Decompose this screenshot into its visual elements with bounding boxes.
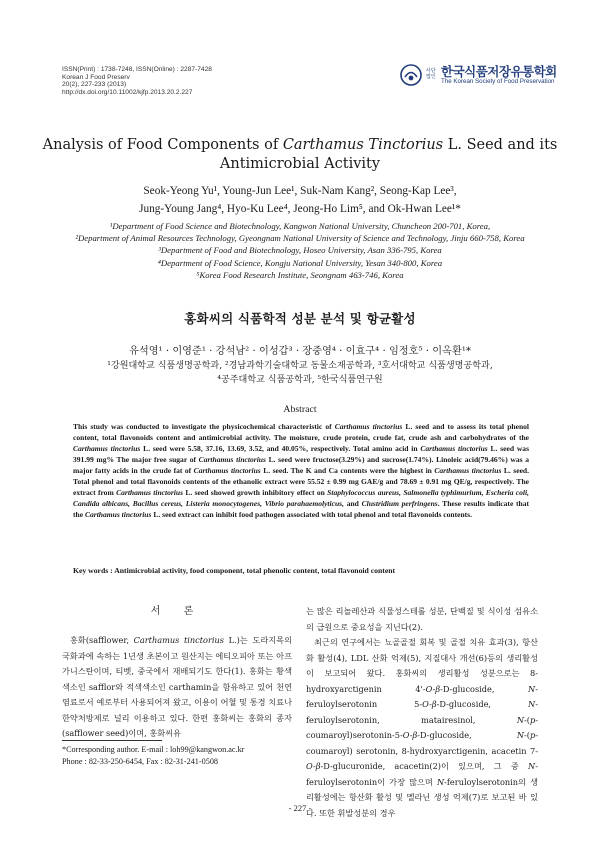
footnote-divider [62, 740, 162, 741]
corresponding-phone: Phone : 82-33-250-6454, Fax : 82-31-241-0508 [62, 756, 219, 766]
korean-title: 홍화씨의 식품학적 성분 분석 및 항균활성 [184, 311, 416, 326]
section-heading-introduction: 서 론 [150, 606, 204, 617]
title-species: Carthamus Tinctorius [282, 137, 444, 153]
korean-affiliation-list: ¹강원대학교 식품생명공학과, ²경남과학기술대학교 동물소재공학과, ³호서대학교 식품생명공학과, ⁴공주대학교 식품공학과, ⁵한국식품연구원 [107, 361, 493, 385]
society-name-korean: 한국식품저장유통학회 [441, 63, 557, 79]
affiliation: ¹Department of Food Science and Biotechnology, Kangwon National University, Chuncheon 200-701, Korea, [109, 221, 491, 231]
society-subtitle: 사단법인 [426, 68, 436, 80]
volume-info: 20(2), 227-233 (2013) [62, 81, 127, 89]
keywords-label: Key words [73, 566, 109, 575]
keywords [73, 566, 529, 575]
corresponding-email[interactable]: *Corresponding author. E-mail : loh99@kangwon.ac.kr [62, 745, 245, 754]
affiliation: ⁵Korea Food Research Institute, Seongnam 463-746, Korea [196, 269, 404, 280]
abstract-body: This study was conducted to investigate the physicochemical characteristic of Carthamus tinctorius L. seed and to assess its total phenol content, total flavonoids content and antimicrobial activity. The moisture, crude protein, crude fat, crude ash and carbohydrates of the Carthamus tinctorius L. seed were 5.58, 37.16, 13.69, 3.52, and 40.05%, respectively. Total amino acid in Carthamus tinctorius L. seed was 391.99 mg% The major free sugar of Carthamus tinctorius L. seed were fructose(3.29%) and sucrose(1.74%). Linoleic acid(79.46%) was a major fatty acids in the crude fat of Carthamus tinctorius L. seed. The K and Ca contents were the highest in Carthamus tinctorius L. seed. Total phenol and total flavonoids contents of the ethanolic extract were 55.52 ± 0.99 mg GAE/g and 78.69 ± 0.91 mg QE/g, respectively. The extract from Carthamus tinctorius L. seed showed growth inhibitory effect on Staphylococcus aureus, Salmonella typhimurium, Escheria coli, Candida albicans, Bacillus cereus, Listeria monocytogenes, Vibrio parahaemolyticus, and Clustridium perfringens. These results indicate that the Carthamus tinctorius L. seed extract can inhibit food pathogen associated with total phenol and total flavonoids contents. [73, 422, 530, 519]
society-name-english: The Korean Society of Food Preservation [441, 77, 555, 85]
affiliation-list [30, 220, 570, 281]
society-emblem-icon [400, 64, 422, 86]
affiliation: ³Department of Food and Biotechnology, Hoseo University, Asan 336-795, Korea [158, 245, 442, 256]
journal-header [62, 66, 212, 96]
abstract-heading: Abstract [283, 404, 317, 415]
corresponding-author-footnote [62, 744, 292, 767]
body-column-left: 홍화(safflower, Carthamus tinctorius L.)는 도라지목의 국화과에 속하는 1년생 초본이고 원산지는 에티오피아 또는 아프가니스탄이며, 티벳, 중국에서 재배되기도 한다(1). 홍화는 황색색소인 safflor와 적색색소인 carthamin을 함유하고 있어 천연 염료로서 예로부터 사용되어져 왔고, 이용이 어혈 및 통경 치료나 한약처방제로 널리 이용하고 있다. 한편 홍화씨는 홍화의 종자(safflower seed)이며, 홍화씨유 [62, 635, 292, 738]
issn-line: ISSN(Print) : 1738-7248, ISSN(Online) : 2287-7428 [62, 66, 212, 73]
page-number: - 227 - [288, 803, 312, 813]
society-logo [400, 64, 557, 86]
affiliation: ⁴Department of Food Science, Kongju National University, Yesan 340-800, Korea [157, 257, 443, 268]
korean-author-list: 유석영¹ · 이영준¹ · 강석남² · 이성갑³ · 장중영⁴ · 이효구⁴ · 임정호⁵ · 이옥환¹* [129, 346, 471, 357]
author-list: Seok-Yeong Yu¹, Young-Jun Lee¹, Suk-Nam Kang², Seong-Kap Lee³, Jung-Young Jang⁴, Hyo-Ku Lee⁴, Jeong-Ho Lim⁵, and Ok-Hwan Lee¹* [139, 185, 461, 215]
doi-link[interactable]: http://dx.doi.org/10.11002/kjfp.2013.20.2.227 [62, 88, 193, 96]
body-column-right: 는 많은 리놀레산과 식물성스테롤 성분, 단백질 및 식이성 섬유소의 급원으로 중요성을 지닌다(2). 최근의 연구에서는 뇨골골절 회복 및 골절 치유 효과(3), 항산화 활성(4), LDL 산화 억제(5), 지질대사 개선(6)등의 생리활성이 보고되어 왔다. 홍화씨의 생리활성 성분으로는 8-hydroxyarctigenin 4'-O-β-D-glucoside, N-feruloylserotonin 5-O-β-D-glucoside, N-feruloylserotonin, matairesinol, N-(p-coumaroyl)serotonin-5-O-β-D-glucoside, N-(p-coumaroyl) serotonin, 8-hydroxyarctigenin, acacetin 7-O-β-D-glucuronide, acacetin(2)이 있으며, 그 중 N-feruloylserotonin이 가장 많으며 N-feruloylserotonin의 생리활성에는 항산화 활성 및 멜라닌 생성 억제(7)로 보고된 바 있다. 또한 휘발성분의 경우 [306, 606, 538, 818]
keywords-text: : Antimicrobial activity, food component, total phenolic content, total flavonoid content [108, 566, 396, 575]
journal-name: Korean J Food Preserv [62, 73, 130, 81]
affiliation: ²Department of Animal Resources Technology, Gyeongnam National University of Science and Technology, Jinju 660-758, Korea [75, 233, 525, 244]
paper-title: Analysis of Food Components of Carthamus Tinctorius L. Seed and its Antimicrobial Activity [42, 137, 558, 172]
